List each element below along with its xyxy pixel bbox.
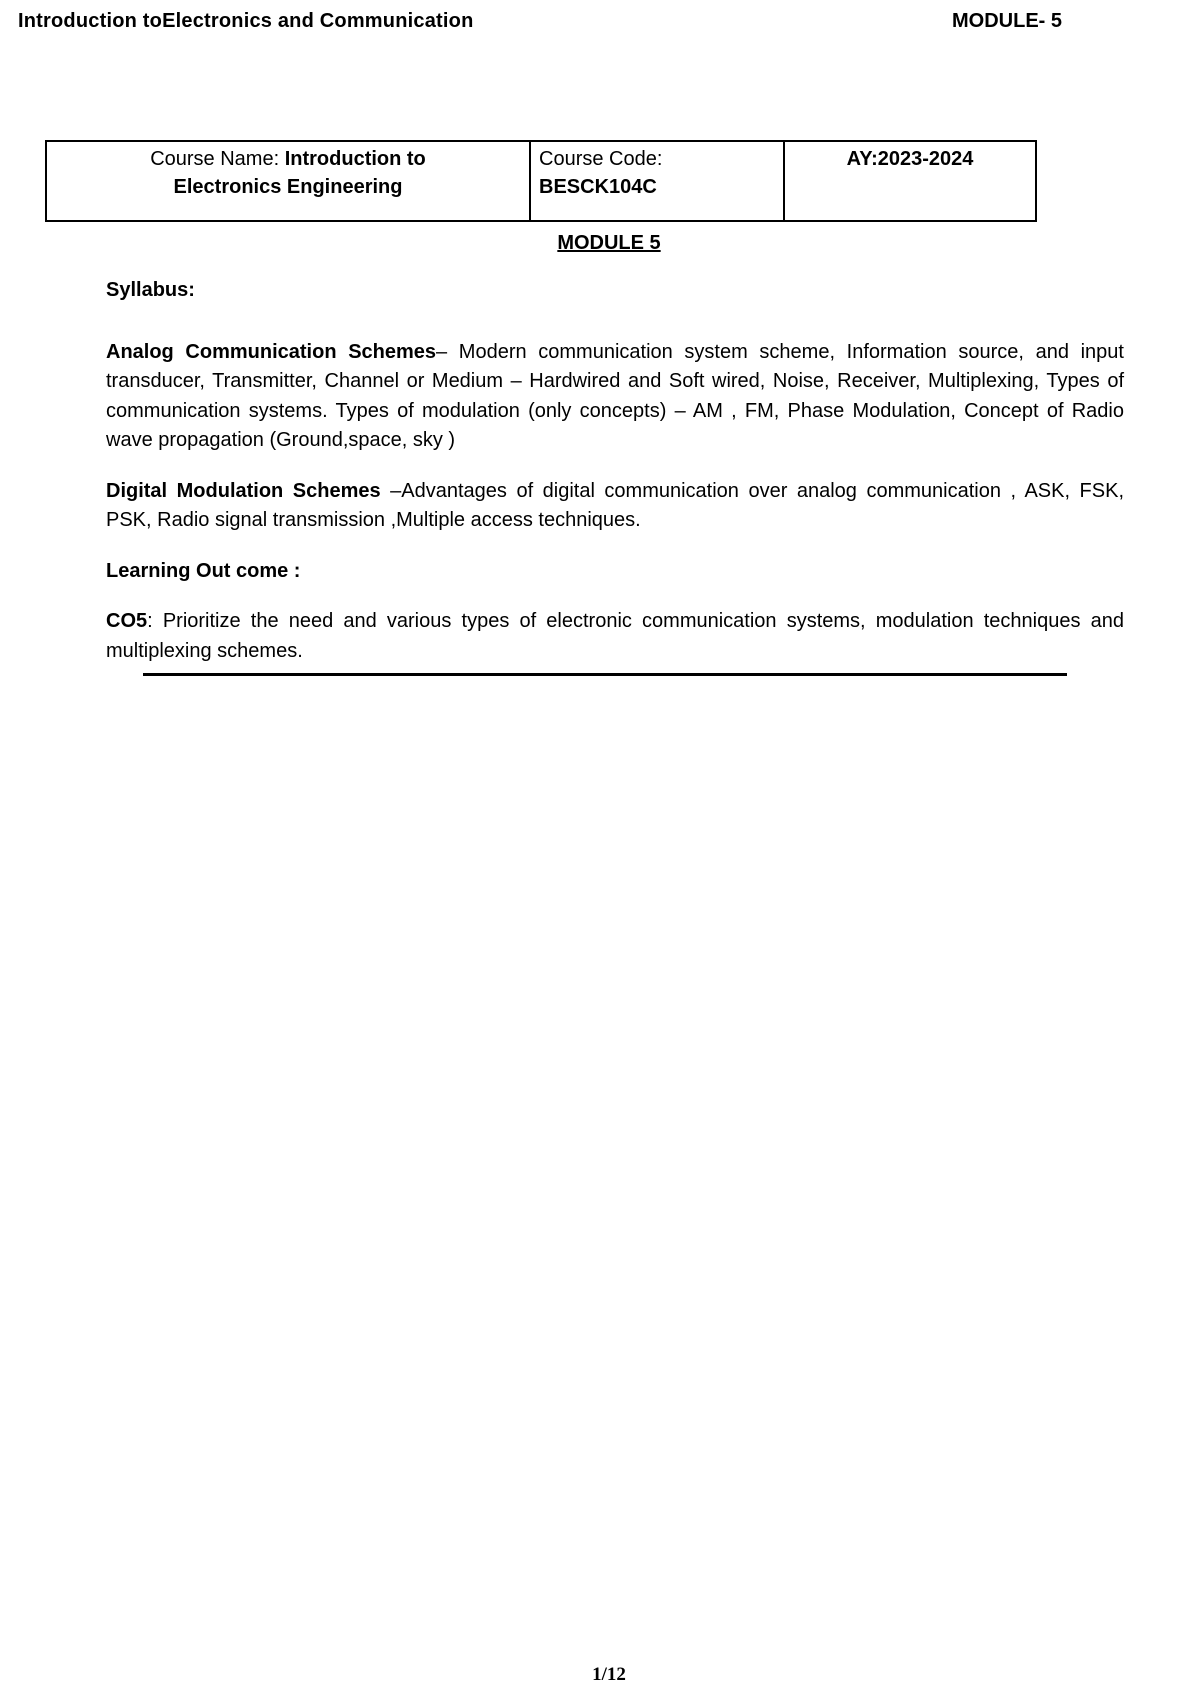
analog-schemes-text: – Modern communication system scheme, Information source, and input transducer, Transmitter, Channel or Medium – Hardwired and Soft wired, Noise, Receiver, Multiplexing, Types of communication systems. Types of modulation (only concepts) – AM , FM, Phase Modulation, Concept of Radio wave propagation (Ground,space, sky ) bbox=[106, 340, 1124, 451]
course-info-table bbox=[45, 140, 1037, 222]
analog-schemes-paragraph bbox=[106, 338, 1124, 456]
course-outcome-paragraph bbox=[106, 607, 1124, 666]
analog-schemes-title: Analog Communication Schemes bbox=[106, 340, 437, 363]
digital-schemes-title: Digital Modulation Schemes bbox=[106, 479, 381, 502]
course-name-value-line1: Introduction to bbox=[284, 148, 426, 170]
running-header-module: MODULE- 5 bbox=[952, 10, 1062, 32]
running-header-title: Introduction toElectronics and Communication bbox=[18, 10, 474, 32]
course-name-label: Course Name: bbox=[150, 148, 285, 170]
course-code-label: Course Code: bbox=[539, 148, 663, 170]
course-name-value-line2: Electronics Engineering bbox=[173, 176, 403, 198]
course-outcome-text: : Prioritize the need and various types of electronic communication systems, modulation techniques and multiplexing schemes. bbox=[106, 610, 1124, 662]
course-name-cell bbox=[46, 141, 530, 221]
digital-schemes-paragraph bbox=[106, 477, 1124, 536]
course-outcome-label: CO5 bbox=[106, 610, 148, 632]
syllabus-content bbox=[106, 276, 1124, 666]
syllabus-heading: Syllabus: bbox=[106, 279, 195, 301]
module-title: MODULE 5 bbox=[557, 232, 661, 254]
course-info-row bbox=[46, 141, 1036, 221]
academic-year-cell bbox=[784, 141, 1036, 221]
academic-year: AY:2023-2024 bbox=[846, 148, 974, 170]
page-number: 1/12 bbox=[592, 1664, 626, 1685]
section-divider bbox=[143, 673, 1067, 676]
learning-outcome-heading: Learning Out come : bbox=[106, 559, 301, 582]
digital-schemes-text: –Advantages of digital communication over analog communication , ASK, FSK, PSK, Radio signal transmission ,Multiple access techniques. bbox=[106, 479, 1124, 531]
course-code-value: BESCK104C bbox=[539, 176, 657, 198]
course-code-cell bbox=[530, 141, 784, 221]
